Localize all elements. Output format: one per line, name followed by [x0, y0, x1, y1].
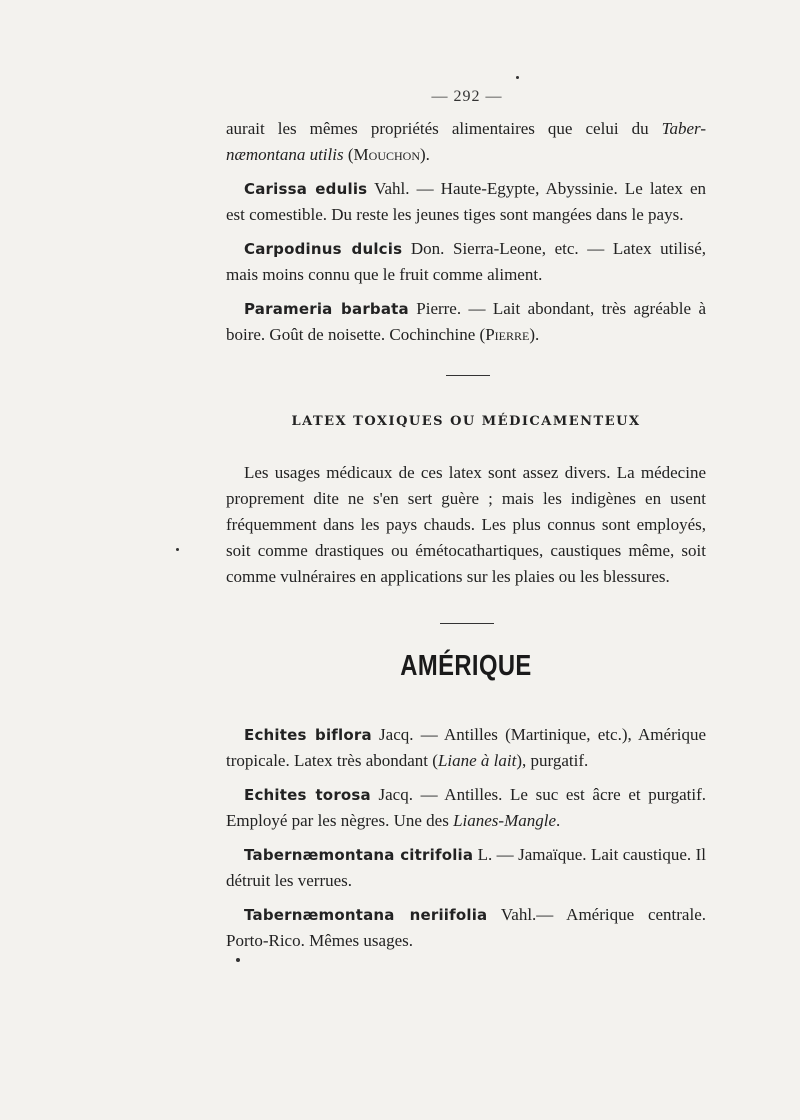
entry-tabernaemontana-neriifolia — [226, 902, 706, 954]
region-divider-rule — [440, 623, 494, 624]
entry-text: Pierre. — Lait abondant, très agréable à boire. Goût de noisette. Cochinchine ( — [226, 299, 707, 344]
common-name-italic: Lianes-Mangle — [453, 811, 557, 830]
entry-text: Vahl. — Haute-Egypte, Abyssinie. Le latex en est comestible. Du reste les jeunes tiges sont mangées dans le pays. — [226, 179, 706, 224]
section-intro-paragraph: Les usages médicaux de ces latex sont assez divers. La médecine proprement dite ne s'en sert guère ; mais les indigènes en usent fréquemment dans les pays chauds. Les plus connus sont employés, soit comme drastiques ou émétocathartiques, caustiques même, soit comme vulnéraires en applications sur les plaies ou les blessures. — [226, 463, 706, 586]
entry-text: L. — Jamaïque. Lait caustique. Il détruit les verrues. — [226, 845, 706, 890]
entry-author: Pierre — [485, 325, 530, 344]
section-intro-block — [226, 460, 706, 598]
continuation-paragraph — [226, 116, 706, 168]
ink-speck-bottom — [236, 958, 240, 962]
entry-text-close: . — [556, 811, 561, 830]
entry-echites-torosa — [226, 782, 706, 834]
species-name: Tabernæmontana neriifolia — [244, 906, 488, 924]
page-number: — 292 — — [431, 88, 503, 105]
species-name: Carpodinus dulcis — [244, 240, 403, 258]
section-divider-rule — [446, 375, 490, 376]
entry-tabernaemontana-citrifolia — [226, 842, 706, 894]
section-heading: LATEX TOXIQUES OU MÉDICAMENTEUX — [291, 414, 641, 429]
entry-text: Don. Sierra-Leone, etc. — Latex utilisé, mais moins connu que le fruit comme aliment. — [226, 239, 706, 284]
continuation-text-open: ( — [343, 145, 354, 164]
entry-text: Jacq. — Antilles (Martinique, etc.), Amérique tropicale. Latex très abondant ( — [226, 725, 707, 770]
entry-echites-biflora — [226, 722, 706, 774]
common-name-italic: Liane à lait — [437, 751, 517, 770]
entry-text-close: ). — [529, 325, 540, 344]
species-name: Carissa edulis — [244, 180, 368, 198]
america-entries-block — [226, 722, 706, 962]
continuation-text: aurait les mêmes propriétés alimentaires que celui du — [226, 119, 662, 138]
entry-carissa — [226, 176, 706, 228]
entry-carpodinus — [226, 236, 706, 288]
species-name: Parameria barbata — [244, 300, 409, 318]
entry-text-close: ), purgatif. — [516, 751, 589, 770]
region-heading: AMÉRIQUE — [400, 650, 532, 682]
entry-text: Jacq. — Antilles. Le suc est âcre et purgatif. Employé par les nègres. Une des — [226, 785, 706, 830]
continuation-species-italic: Taber-næmontana utilis — [226, 119, 706, 164]
species-name: Tabernæmontana citrifolia — [244, 846, 474, 864]
species-name: Echites biflora — [244, 726, 372, 744]
top-entries-block — [226, 116, 706, 356]
continuation-author: Mouchon — [353, 145, 420, 164]
continuation-text-close: ). — [419, 145, 430, 164]
ink-speck-left — [176, 548, 179, 551]
entry-parameria — [226, 296, 706, 348]
entry-text: Vahl.— Amérique centrale. Porto-Rico. Mêmes usages. — [226, 905, 706, 950]
species-name: Echites torosa — [244, 786, 371, 804]
ink-speck-top — [516, 76, 519, 79]
